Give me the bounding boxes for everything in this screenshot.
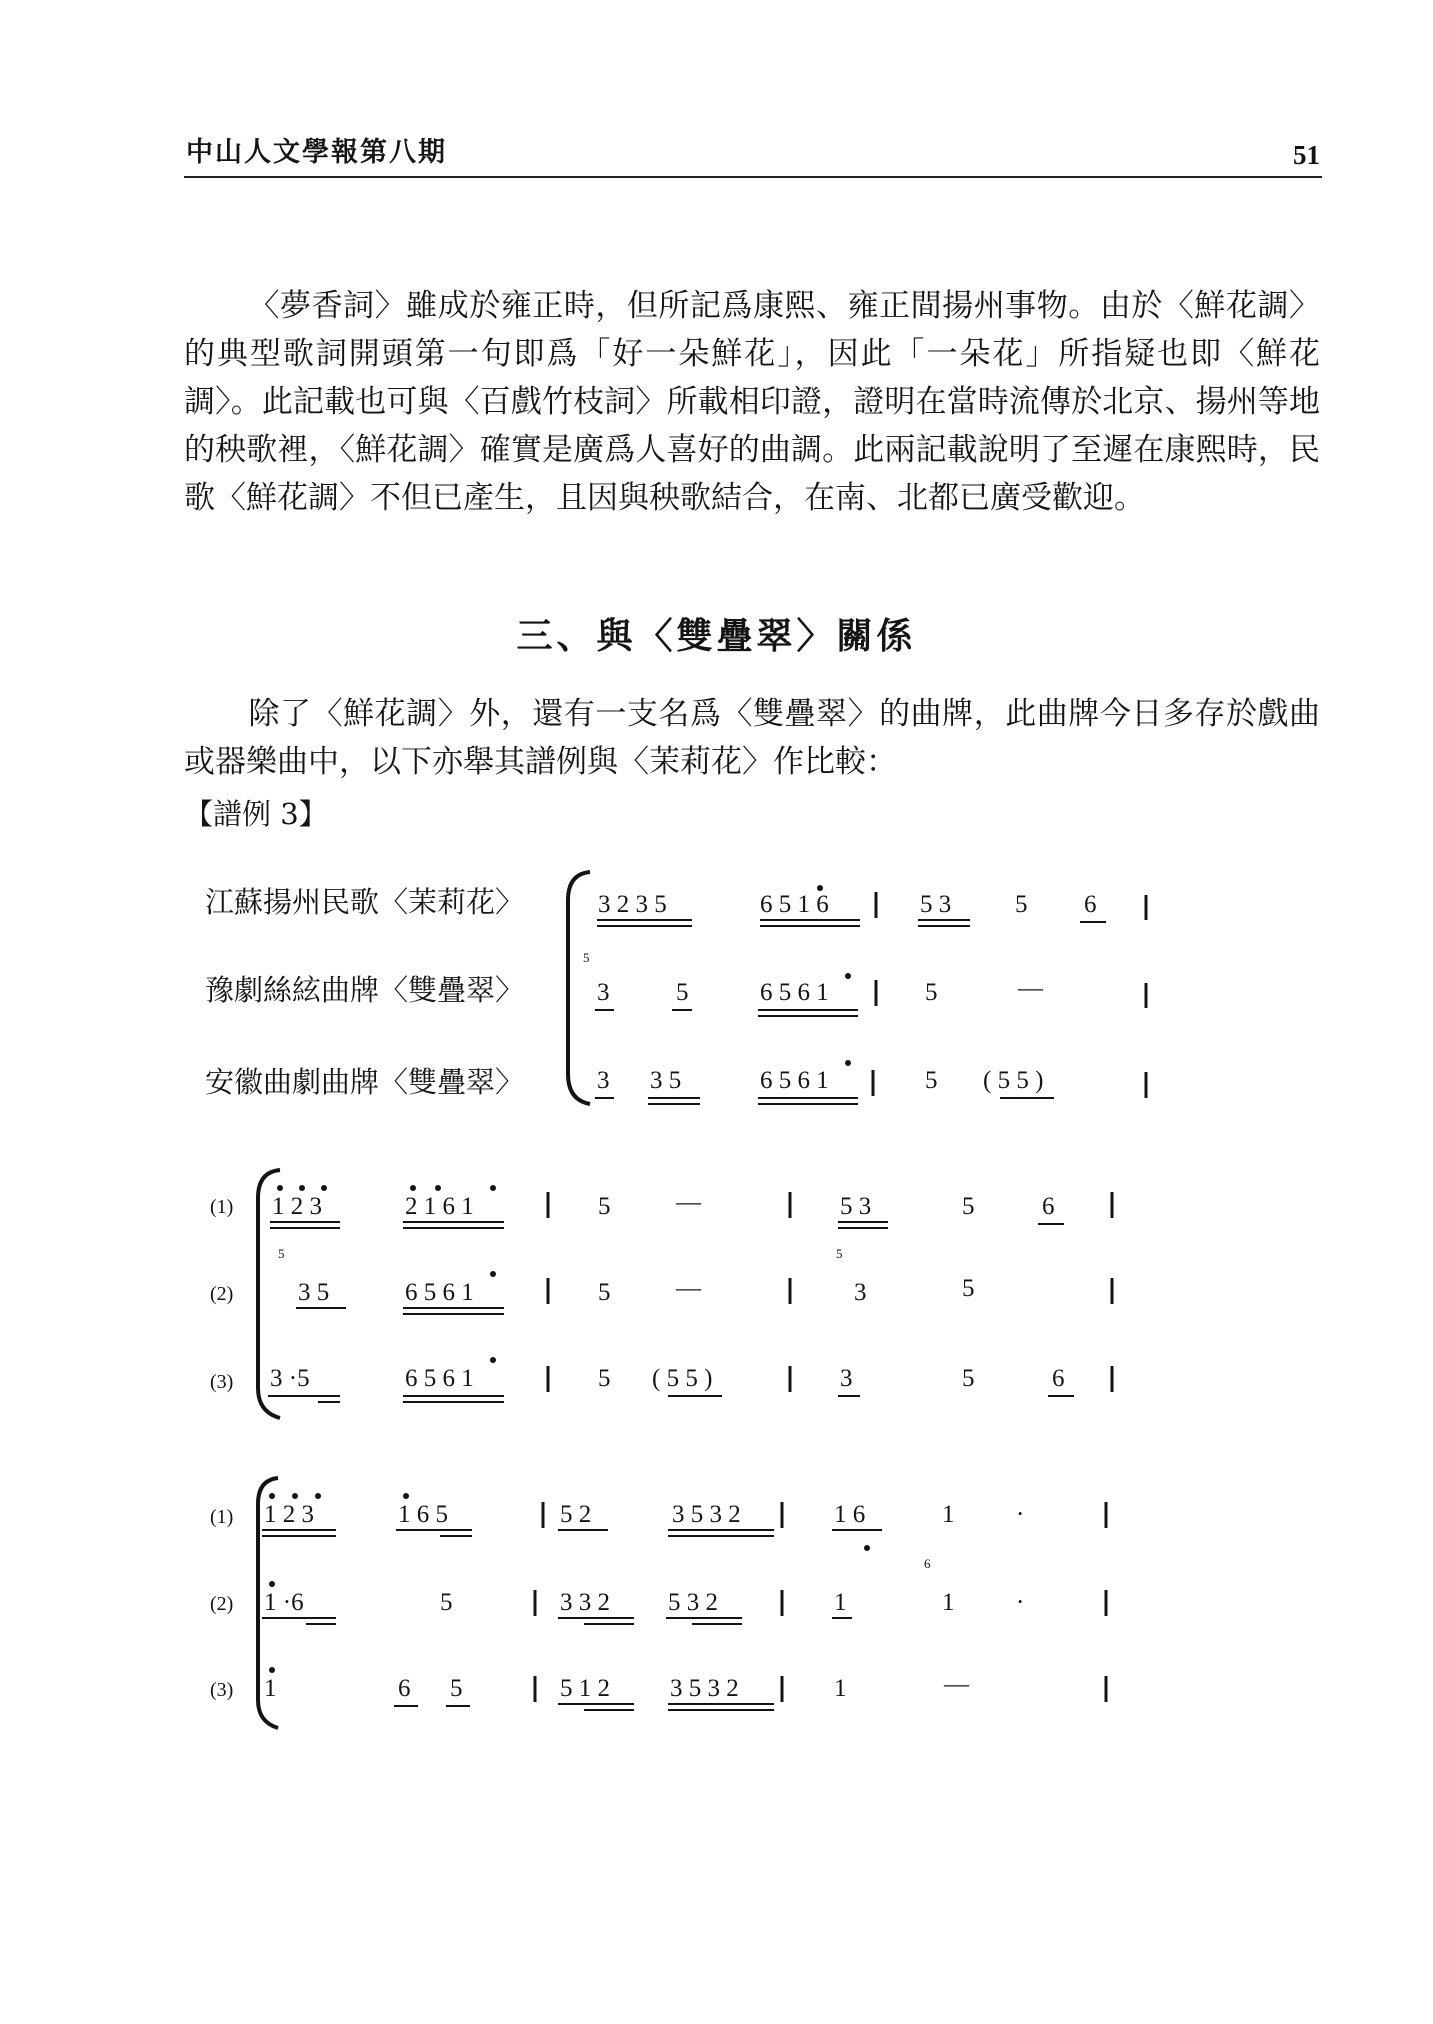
octave-dot (490, 1271, 496, 1277)
note-group: ( 5 5 ) (983, 1067, 1044, 1094)
note-group: · (1016, 1501, 1025, 1528)
grace-note: 5 (583, 950, 590, 965)
note-group: 1 6 (834, 1501, 866, 1528)
note-group: 5 (598, 1193, 611, 1220)
score-label-3: 安徽曲劇曲牌〈雙疊翠〉 (205, 1065, 525, 1099)
octave-dot (864, 1545, 870, 1551)
note-group: 5 (598, 1279, 611, 1306)
note-group: 3 (840, 1365, 853, 1392)
note-group: 5 3 (840, 1193, 872, 1220)
octave-dot (403, 1493, 409, 1499)
octave-dot (321, 1185, 327, 1191)
score-row (278, 1246, 1112, 1314)
score-row (597, 885, 1146, 926)
score-row (262, 1556, 1106, 1624)
score-system-3 (210, 1478, 1106, 1728)
note-group: 5 (440, 1589, 453, 1616)
note-group: 6 5 6 1 (760, 979, 829, 1006)
octave-dot (315, 1493, 321, 1499)
row-number: (1) (210, 1196, 234, 1218)
note-group: 3 5 3 2 (670, 1675, 739, 1702)
row-number: (2) (210, 1283, 234, 1305)
note-group: 6 5 6 1 (760, 1067, 829, 1094)
octave-dot (817, 885, 823, 891)
note-group: 5 (925, 1067, 938, 1094)
octave-dot (410, 1185, 416, 1191)
row-number: (1) (210, 1506, 234, 1528)
score-row (595, 1060, 1146, 1104)
note-group: 1 6 5 (398, 1501, 448, 1528)
note-group: 6 (1042, 1193, 1055, 1220)
octave-dot (435, 1185, 441, 1191)
score-row (262, 1493, 1106, 1551)
note-group: 5 (962, 1193, 975, 1220)
note-group: 1 (834, 1675, 847, 1702)
note-group: 1 2 3 (272, 1193, 322, 1220)
grace-note: 5 (836, 1246, 843, 1261)
note-group: 1 (264, 1675, 277, 1702)
note-group: 6 5 6 1 (405, 1365, 474, 1392)
note-group: 6 5 6 1 (405, 1279, 474, 1306)
note-group: 1 (942, 1501, 955, 1528)
octave-dot (269, 1493, 275, 1499)
paragraph-2-text: 除了〈鮮花調〉外，還有一支名爲〈雙疊翠〉的曲牌，此曲牌今日多存於戲曲或器樂曲中，以下亦舉其譜例與〈茉莉花〉作比較： (184, 696, 1320, 780)
note-group: 5 2 (560, 1501, 592, 1528)
note-group: 1 (942, 1589, 955, 1616)
score-system-1 (205, 872, 1146, 1104)
note-group: 5 (962, 1365, 975, 1392)
grace-note: 6 (924, 1556, 931, 1571)
paragraph-1-text: 〈夢香詞〉雖成於雍正時，但所記爲康熙、雍正間揚州事物。由於〈鮮花調〉的典型歌詞開頭第一句即爲「好一朵鮮花」，因此「一朵花」所指疑也即〈鮮花調〉。此記載也可與〈百戲竹枝詞〉所載相印證，證明在當時流傳於北京、揚州等地的秧歌裡，〈鮮花調〉確實是廣爲人喜好的曲調。此兩記載說明了至遲在康熙時，民歌〈鮮花調〉不但已產生，且因與秧歌結合，在南、北都已廣受歡迎。 (184, 288, 1320, 516)
note-group: 6 (1052, 1365, 1065, 1392)
note-group: 6 (398, 1675, 411, 1702)
octave-dot (292, 1493, 298, 1499)
octave-dot (490, 1357, 496, 1363)
note-group: 5 (962, 1275, 975, 1302)
note-group: 6 5 1 6 (760, 891, 829, 918)
note-group: 3 2 3 5 (598, 891, 667, 918)
octave-dot (845, 973, 851, 979)
note-group: 3 5 (298, 1279, 330, 1306)
note-group: 5 (450, 1675, 463, 1702)
section-title: 三、與〈雙疊翠〉關係 (516, 616, 917, 657)
score-label-2: 豫劇絲絃曲牌〈雙疊翠〉 (205, 973, 525, 1007)
octave-dot (277, 1185, 283, 1191)
score-system-2 (210, 1170, 1112, 1418)
page-number: 51 (1293, 140, 1320, 170)
score-row (268, 1357, 1112, 1402)
score-row (270, 1185, 1112, 1228)
score-label-1: 江蘇揚州民歌〈茉莉花〉 (205, 885, 525, 919)
row-number: (2) (210, 1593, 234, 1615)
note-group: 3 ·5 (270, 1365, 310, 1392)
note-group: — (1018, 975, 1043, 1002)
running-head: 中山人文學報第八期 (186, 137, 447, 168)
note-group: 1 2 3 (264, 1501, 314, 1528)
note-group: 2 1 6 1 (405, 1193, 474, 1220)
note-group: 5 3 2 (668, 1589, 718, 1616)
note-group: 3 5 (650, 1067, 682, 1094)
row-number: (3) (210, 1679, 234, 1701)
note-group: 3 (597, 1067, 610, 1094)
note-group: · (1016, 1589, 1025, 1616)
octave-dot (845, 1060, 851, 1066)
note-group: 1 (834, 1589, 847, 1616)
grace-note: 5 (278, 1246, 285, 1261)
octave-dot (269, 1667, 275, 1673)
note-group: 5 (598, 1365, 611, 1392)
octave-dot (490, 1185, 496, 1191)
note-group: — (944, 1671, 969, 1698)
octave-dot (269, 1581, 275, 1587)
note-group: 5 1 2 (560, 1675, 610, 1702)
octave-dot (299, 1185, 305, 1191)
note-group: — (676, 1189, 701, 1216)
note-group: — (676, 1275, 701, 1302)
note-group: 6 (1084, 891, 1097, 918)
score-row (583, 950, 1146, 1016)
example-label: 【譜例 3】 (184, 797, 328, 831)
row-number: (3) (210, 1371, 234, 1393)
note-group: 1 ·6 (264, 1589, 304, 1616)
note-group: 3 (854, 1279, 867, 1306)
note-group: 5 3 (920, 891, 952, 918)
note-group: 5 (925, 979, 938, 1006)
note-group: 5 (1015, 891, 1028, 918)
system-brace (568, 872, 590, 1104)
note-group: 3 5 3 2 (672, 1501, 741, 1528)
note-group: ( 5 5 ) (652, 1365, 713, 1392)
note-group: 5 (676, 979, 689, 1006)
note-group: 3 3 2 (560, 1589, 610, 1616)
score-row (264, 1667, 1106, 1710)
note-group: 3 (597, 979, 610, 1006)
